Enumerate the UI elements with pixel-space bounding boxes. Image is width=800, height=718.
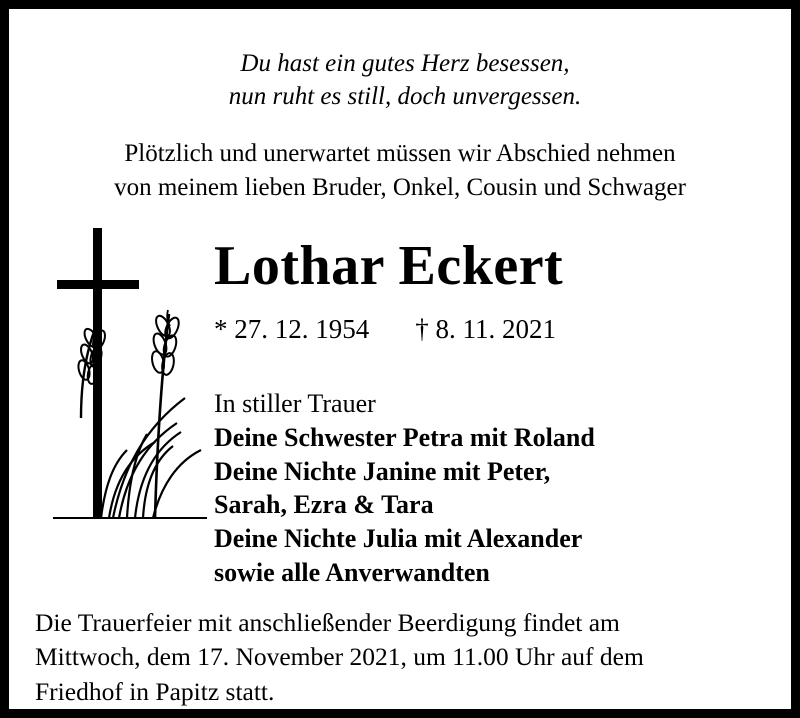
verse-block <box>35 47 765 113</box>
death-date: † 8. 11. 2021 <box>415 314 556 344</box>
deceased-name: Lothar Eckert <box>214 235 564 297</box>
intro-line-1: Plötzlich und unerwartet müssen wir Abschied nehmen <box>124 140 676 167</box>
body-row <box>35 218 765 590</box>
intro-block <box>35 137 765 204</box>
birth-date: * 27. 12. 1954 <box>214 314 370 344</box>
mourner-line-3: Sarah, Ezra & Tara <box>214 490 434 520</box>
funeral-details <box>35 606 765 709</box>
mourner-line-1: Deine Schwester Petra mit Roland <box>214 422 595 452</box>
notice-inner <box>9 9 791 709</box>
mourning-lead: In stiller Trauer <box>214 389 376 418</box>
verse-line-1: Du hast ein gutes Herz besessen, <box>240 50 570 77</box>
funeral-line-2: Mittwoch, dem 17. November 2021, um 11.00 Uhr auf dem <box>35 642 644 672</box>
mourners-block <box>214 387 765 590</box>
verse-line-2: nun ruht es still, doch unvergessen. <box>228 83 582 110</box>
intro-line-2: von meinem lieben Bruder, Onkel, Cousin und Schwager <box>114 173 686 201</box>
main-text-column <box>210 218 765 590</box>
funeral-line-3: Friedhof in Papitz statt. <box>35 676 275 706</box>
cross-with-wheat-icon <box>35 218 210 548</box>
life-dates <box>214 314 765 345</box>
mourner-line-5: sowie alle Anverwandten <box>214 557 490 587</box>
mourner-line-2: Deine Nichte Janine mit Peter, <box>214 456 551 486</box>
funeral-line-1: Die Trauerfeier mit anschließender Beerdigung findet am <box>35 607 620 637</box>
mourner-line-4: Deine Nichte Julia mit Alexander <box>214 524 583 554</box>
